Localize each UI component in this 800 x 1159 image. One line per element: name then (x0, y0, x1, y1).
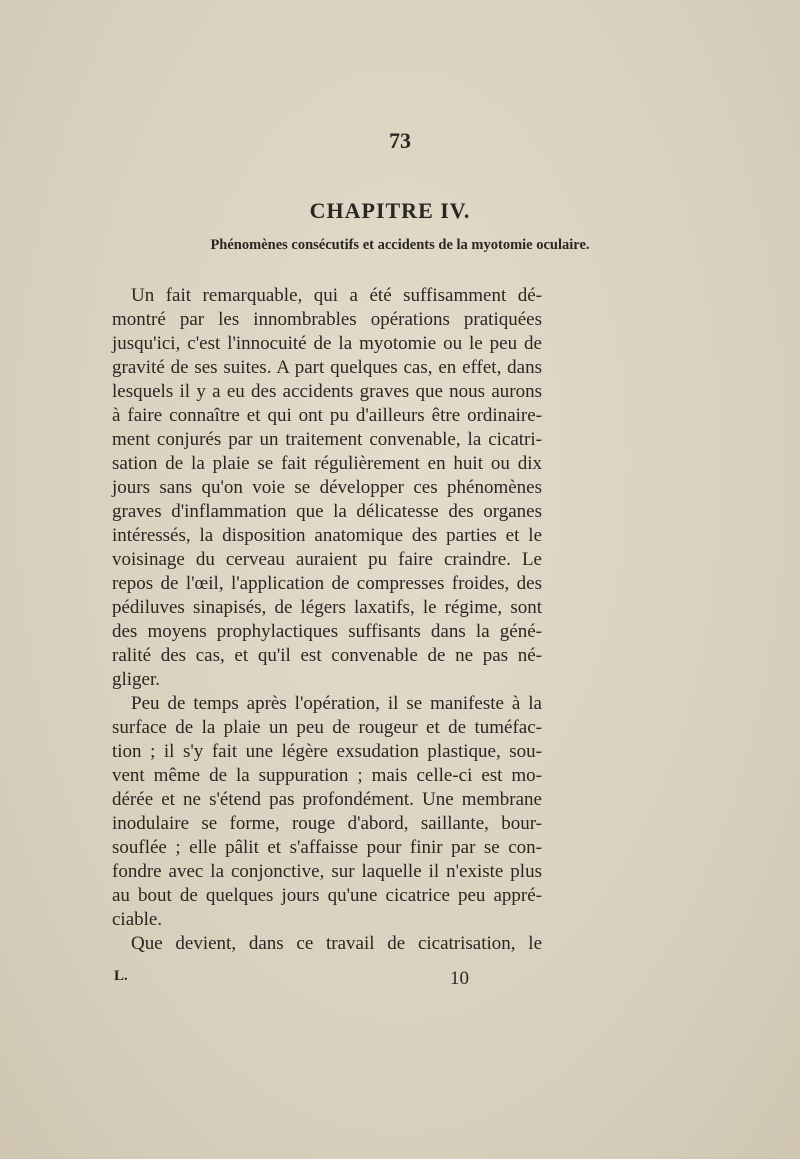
text-line: pédiluves sinapisés, de légers laxatifs, le régime, sont (112, 597, 542, 618)
text-line: ciable. (112, 909, 163, 930)
text-line: voisinage du cerveau auraient pu faire craindre. Le (112, 549, 542, 570)
text-line: Peu de temps après l'opération, il se manifeste à la (131, 693, 542, 714)
text-line: lesquels il y a eu des accidents graves que nous aurons (112, 381, 542, 402)
page-number: 73 (389, 128, 411, 153)
text-line: ment conjurés par un traitement convenable, la cicatri- (112, 429, 542, 450)
text-line: à faire connaître et qui ont pu d'ailleurs être ordinaire- (112, 405, 542, 426)
text-line: Un fait remarquable, qui a été suffisamment dé- (131, 285, 542, 306)
text-line: gliger. (112, 669, 161, 690)
text-line: gravité de ses suites. A part quelques cas, en effet, dans (112, 357, 542, 378)
text-line: des moyens prophylactiques suffisants dans la géné- (112, 621, 542, 642)
chapter-subtitle: Phénomènes consécutifs et accidents de la myotomie oculaire. (210, 237, 590, 253)
text-line: montré par les innombrables opérations pratiquées (112, 309, 542, 330)
signature-mark: L. (114, 968, 128, 984)
text-line: dérée et ne s'étend pas profondément. Une membrane (112, 789, 542, 810)
text-line: souflée ; elle pâlit et s'affaisse pour finir par se con- (112, 837, 542, 858)
text-line: surface de la plaie un peu de rougeur et de tuméfac- (112, 717, 542, 738)
text-line: vent même de la suppuration ; mais celle-ci est mo- (112, 765, 542, 786)
body-text (112, 284, 542, 956)
text-line: tion ; il s'y fait une légère exsudation plastique, sou- (112, 741, 542, 762)
text-line: sation de la plaie se fait régulièrement en huit ou dix (112, 453, 542, 474)
text-line: intéressés, la disposition anatomique des parties et le (112, 525, 542, 546)
text-line: graves d'inflammation que la délicatesse des organes (112, 501, 542, 522)
text-line: Que devient, dans ce travail de cicatrisation, le (131, 933, 542, 954)
text-line: jours sans qu'on voie se développer ces phénomènes (112, 477, 542, 498)
text-line: ralité des cas, et qu'il est convenable de ne pas né- (112, 645, 542, 666)
page-footer (114, 968, 544, 998)
chapter-title: CHAPITRE IV. (309, 198, 471, 223)
text-line: jusqu'ici, c'est l'innocuité de la myotomie ou le peu de (112, 333, 542, 354)
text-line: au bout de quelques jours qu'une cicatrice peu appré- (112, 885, 542, 906)
text-line: fondre avec la conjonctive, sur laquelle il n'existe plus (112, 861, 542, 882)
text-line: repos de l'œil, l'application de compresses froides, des (112, 573, 542, 594)
sheet-number: 10 (450, 968, 469, 989)
text-line: inodulaire se forme, rouge d'abord, saillante, bour- (112, 813, 542, 834)
